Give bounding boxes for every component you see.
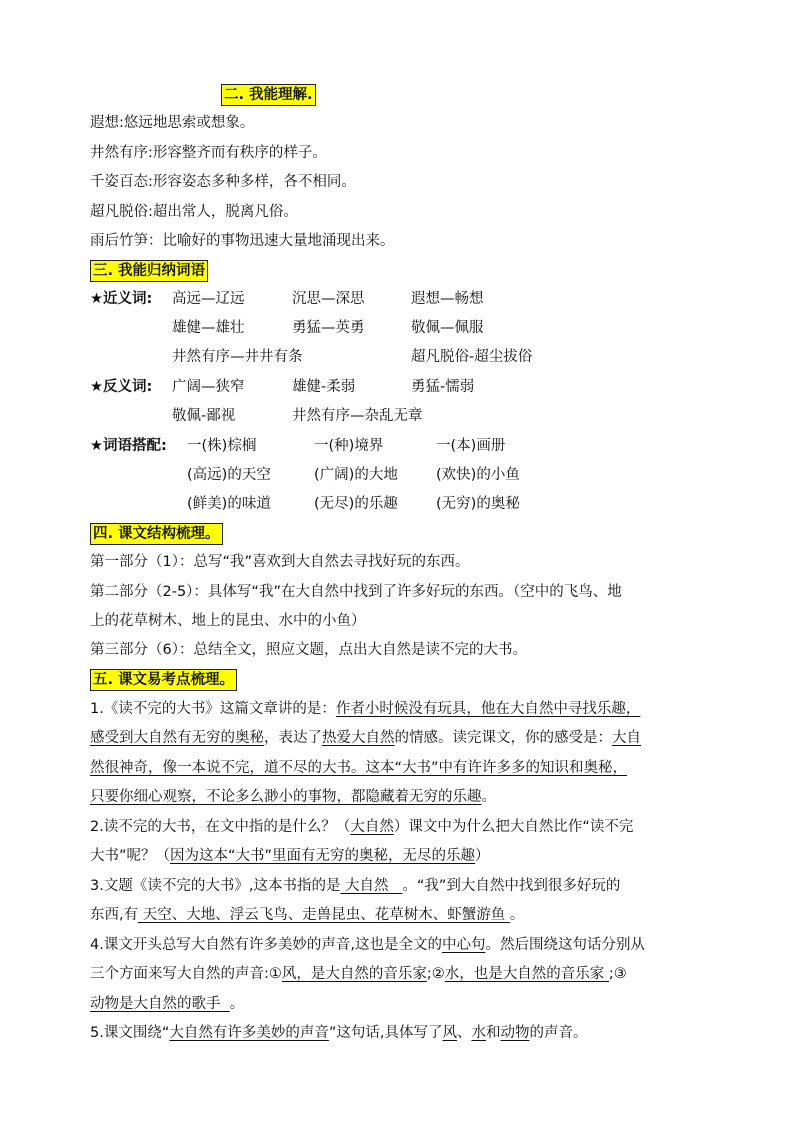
collocation-item: 一(本)画册 bbox=[436, 438, 506, 454]
q4-line-2: 三个方面来写大自然的声音:①风，是大自然的音乐家;②水，也是大自然的音乐家 ;③ bbox=[90, 966, 627, 982]
synonym-pair: 井然有序—井井有条 bbox=[172, 349, 303, 365]
q4-line-1: 4.课文开头总写大自然有许多美妙的声音,这也是全文的中心句。然后围绕这句话分别从 bbox=[90, 937, 645, 953]
q4-line-3: 动物是大自然的歌手 。 bbox=[90, 996, 245, 1012]
q2-line-1: 2.读不完的大书，在文中指的是什么？（大自然）课文中为什么把大自然比作“读不完 bbox=[90, 819, 634, 835]
collocation-item: (广阔)的大地 bbox=[314, 467, 398, 483]
synonym-pair: 高远—辽远 bbox=[172, 291, 245, 307]
collocation-item: (高远)的天空 bbox=[187, 467, 271, 483]
q2-line-2: 大书”呢？（因为这本“大书”里面有无穷的奥秘，无尽的乐趣） bbox=[90, 848, 490, 864]
q3-line-1: 3.文题《读不完的大书》,这本书指的是 大自然 。“我”到大自然中找到很多好玩的 bbox=[90, 878, 621, 894]
q1-line-4: 只要你细心观察，不论多么渺小的事物，都隐藏着无穷的乐趣。 bbox=[90, 789, 496, 805]
q5-line-1: 5.课文围绕“大自然有许多美妙的声音”这句话,具体写了风、水和动物的声音。 bbox=[90, 1025, 588, 1041]
antonym-pair: 井然有序—杂乱无章 bbox=[292, 408, 423, 424]
antonym-pair: 雄健-柔弱 bbox=[292, 379, 356, 395]
s2-item-1: 遐想:悠远地思索或想象。 bbox=[90, 115, 255, 131]
collocation-item: (无尽)的乐趣 bbox=[314, 496, 398, 512]
section2-header: 二. 我能理解. bbox=[221, 84, 316, 106]
collocation-item: 一(种)境界 bbox=[314, 438, 384, 454]
section4-header: 四. 课文结构梳理。 bbox=[90, 523, 223, 545]
antonym-pair: 勇猛-懦弱 bbox=[411, 379, 475, 395]
synonym-label: ★近义词: bbox=[90, 291, 153, 307]
section5-header: 五. 课文易考点梳理。 bbox=[90, 669, 237, 691]
collocation-item: 一(株)棕榈 bbox=[187, 438, 257, 454]
q1-line-3: 然很神奇，像一本说不完，道不尽的大书。这本“大书”中有许许多多的知识和奥秘， bbox=[90, 760, 628, 776]
antonym-pair: 敬佩-鄙视 bbox=[172, 408, 236, 424]
s2-item-3: 千姿百态:形容姿态多种多样，各不相同。 bbox=[90, 174, 356, 190]
s2-item-4: 超凡脱俗:超出常人，脱离凡俗。 bbox=[90, 204, 298, 220]
collocation-label: ★词语搭配: bbox=[90, 438, 167, 454]
collocation-item: (鲜美)的味道 bbox=[187, 496, 271, 512]
collocation-item: (欢快)的小鱼 bbox=[436, 467, 520, 483]
q1-line-1: 1.《读不完的大书》这篇文章讲的是：作者小时候没有玩具，他在大自然中寻找乐趣， bbox=[90, 701, 641, 717]
synonym-pair: 勇猛—英勇 bbox=[292, 320, 365, 336]
structure-line: 第三部分（6）：总结全文，照应文题，点出大自然是读不完的大书。 bbox=[90, 642, 527, 658]
section3-header: 三. 我能归纳词语 bbox=[90, 260, 208, 282]
antonym-label: ★反义词: bbox=[90, 379, 153, 395]
synonym-pair: 超凡脱俗-超尘拔俗 bbox=[411, 349, 533, 365]
s2-item-5: 雨后竹笋：比喻好的事物迅速大量地涌现出来。 bbox=[90, 233, 395, 249]
collocation-item: (无穷)的奥秘 bbox=[436, 496, 520, 512]
structure-line: 第一部分（1）：总写“我”喜欢到大自然去寻找好玩的东西。 bbox=[90, 554, 470, 570]
q1-line-2: 感受到大自然有无穷的奥秘，表达了热爱大自然的情感。读完课文，你的感受是：大自 bbox=[90, 730, 641, 746]
structure-line: 上的花草树木、地上的昆虫、水中的小鱼） bbox=[90, 613, 366, 629]
antonym-pair: 广阔—狭窄 bbox=[172, 379, 245, 395]
synonym-pair: 敬佩—佩服 bbox=[411, 320, 484, 336]
synonym-pair: 遐想—畅想 bbox=[411, 291, 484, 307]
q3-line-2: 东西,有 天空、大地、浮云飞鸟、走兽昆虫、花草树木、虾蟹游鱼 。 bbox=[90, 907, 525, 923]
synonym-pair: 雄健—雄壮 bbox=[172, 320, 245, 336]
synonym-pair: 沉思—深思 bbox=[292, 291, 365, 307]
structure-line: 第二部分（2-5）：具体写“我”在大自然中找到了许多好玩的东西。（空中的飞鸟、地 bbox=[90, 584, 622, 600]
s2-item-2: 井然有序:形容整齐而有秩序的样子。 bbox=[90, 145, 327, 161]
